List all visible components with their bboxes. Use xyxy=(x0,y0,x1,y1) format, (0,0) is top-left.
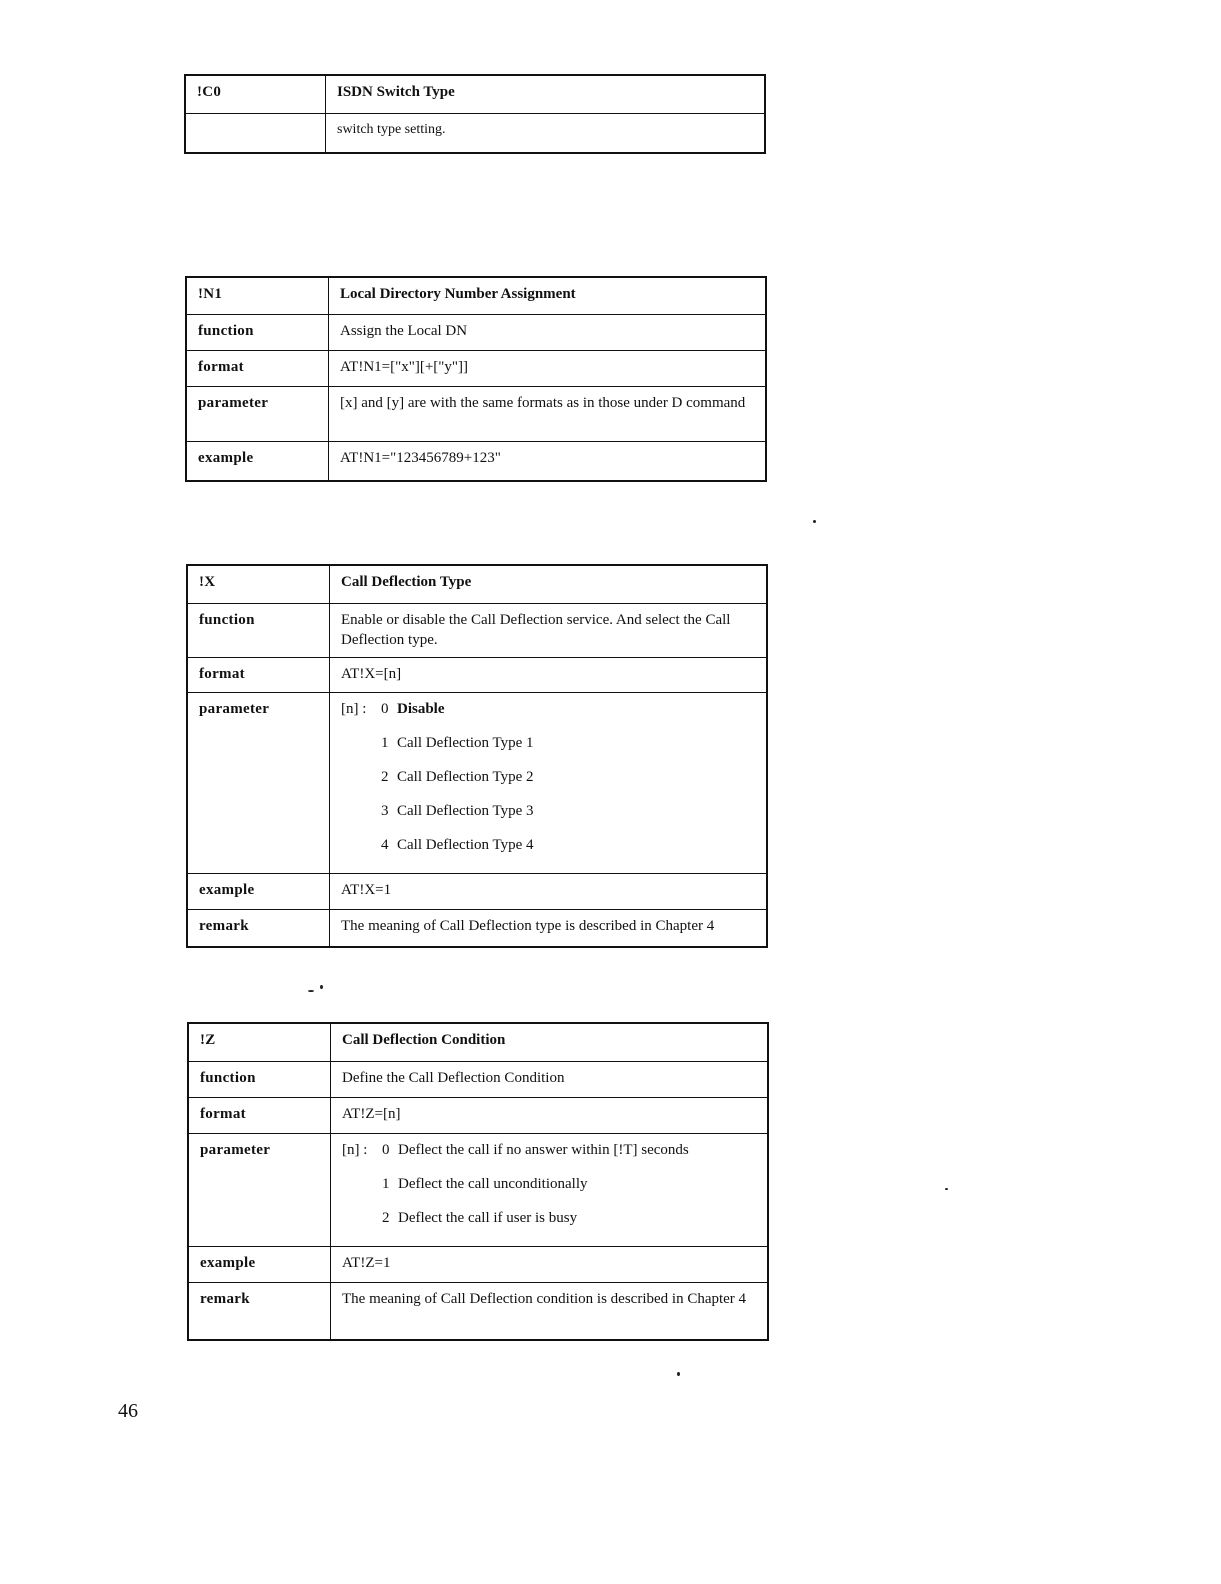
scan-speck xyxy=(677,1372,680,1376)
row-value-function: Define the Call Deflection Condition xyxy=(331,1061,769,1097)
row-value-parameter xyxy=(331,1133,769,1246)
table-n1 xyxy=(185,276,767,482)
row-label-format: format xyxy=(188,1097,331,1133)
command-title: Call Deflection Type xyxy=(330,565,768,603)
row-label-remark: remark xyxy=(187,909,330,947)
row-label-example: example xyxy=(187,873,330,909)
command-code: !N1 xyxy=(186,277,329,314)
empty-cell xyxy=(185,113,326,153)
row-label-remark: remark xyxy=(188,1282,331,1340)
row-value-remark: The meaning of Call Deflection condition is described in Chapter 4 xyxy=(331,1282,769,1340)
row-label-parameter: parameter xyxy=(186,386,329,441)
row-label-parameter: parameter xyxy=(187,692,330,873)
parameter-item xyxy=(341,699,756,733)
parameter-text: Call Deflection Type 4 xyxy=(397,836,534,853)
row-label-example: example xyxy=(188,1246,331,1282)
parameter-list xyxy=(342,1140,757,1242)
parameter-item xyxy=(342,1208,757,1242)
scan-speck xyxy=(813,520,816,523)
row-label-function: function xyxy=(187,603,330,657)
parameter-lead: [n] : xyxy=(341,700,367,717)
page-number: 46 xyxy=(118,1400,138,1422)
row-label-example: example xyxy=(186,441,329,481)
parameter-number: 1 xyxy=(381,734,389,751)
row-label-format: format xyxy=(186,350,329,386)
parameter-list xyxy=(341,699,756,869)
parameter-text: Deflect the call unconditionally xyxy=(398,1175,588,1192)
command-code: !C0 xyxy=(185,75,326,113)
command-title: Call Deflection Condition xyxy=(331,1023,769,1061)
command-code: !X xyxy=(187,565,330,603)
command-title: Local Directory Number Assignment xyxy=(329,277,767,314)
parameter-item xyxy=(341,801,756,835)
scan-speck xyxy=(320,985,323,989)
parameter-number: 0 xyxy=(381,700,389,717)
row-label-function: function xyxy=(188,1061,331,1097)
parameter-text: Deflect the call if user is busy xyxy=(398,1209,578,1226)
command-title: ISDN Switch Type xyxy=(326,75,766,113)
row-label-format: format xyxy=(187,657,330,692)
parameter-text: Call Deflection Type 2 xyxy=(397,768,534,785)
row-value-remark: The meaning of Call Deflection type is described in Chapter 4 xyxy=(330,909,768,947)
parameter-item xyxy=(342,1140,757,1174)
row-value-example: AT!X=1 xyxy=(330,873,768,909)
row-value-format: AT!N1=["x"][+["y"]] xyxy=(329,350,767,386)
parameter-number: 2 xyxy=(382,1209,390,1226)
parameter-number: 4 xyxy=(381,836,389,853)
row-value-function: Assign the Local DN xyxy=(329,314,767,350)
row-value-example: AT!Z=1 xyxy=(331,1246,769,1282)
scan-speck xyxy=(945,1188,948,1190)
table-c0 xyxy=(184,74,766,154)
command-code: !Z xyxy=(188,1023,331,1061)
command-description: switch type setting. xyxy=(326,113,766,153)
parameter-item xyxy=(341,767,756,801)
row-value-function: Enable or disable the Call Deflection service. And select the Call Deflection type. xyxy=(330,603,768,657)
row-value-format: AT!X=[n] xyxy=(330,657,768,692)
table-x xyxy=(186,564,768,948)
parameter-number: 2 xyxy=(381,768,389,785)
parameter-number: 1 xyxy=(382,1175,390,1192)
parameter-text: Call Deflection Type 3 xyxy=(397,802,534,819)
parameter-item xyxy=(341,835,756,869)
parameter-text: Disable xyxy=(397,700,445,717)
row-label-parameter: parameter xyxy=(188,1133,331,1246)
row-value-parameter xyxy=(330,692,768,873)
parameter-number: 0 xyxy=(382,1141,390,1158)
parameter-item xyxy=(342,1174,757,1208)
scan-speck xyxy=(308,990,314,992)
row-value-parameter: [x] and [y] are with the same formats as in those under D command xyxy=(329,386,767,441)
row-label-function: function xyxy=(186,314,329,350)
parameter-number: 3 xyxy=(381,802,389,819)
parameter-lead: [n] : xyxy=(342,1141,368,1158)
row-value-format: AT!Z=[n] xyxy=(331,1097,769,1133)
table-z xyxy=(187,1022,769,1341)
row-value-example: AT!N1="123456789+123" xyxy=(329,441,767,481)
parameter-item xyxy=(341,733,756,767)
parameter-text: Call Deflection Type 1 xyxy=(397,734,534,751)
parameter-text: Deflect the call if no answer within [!T] seconds xyxy=(398,1141,689,1158)
